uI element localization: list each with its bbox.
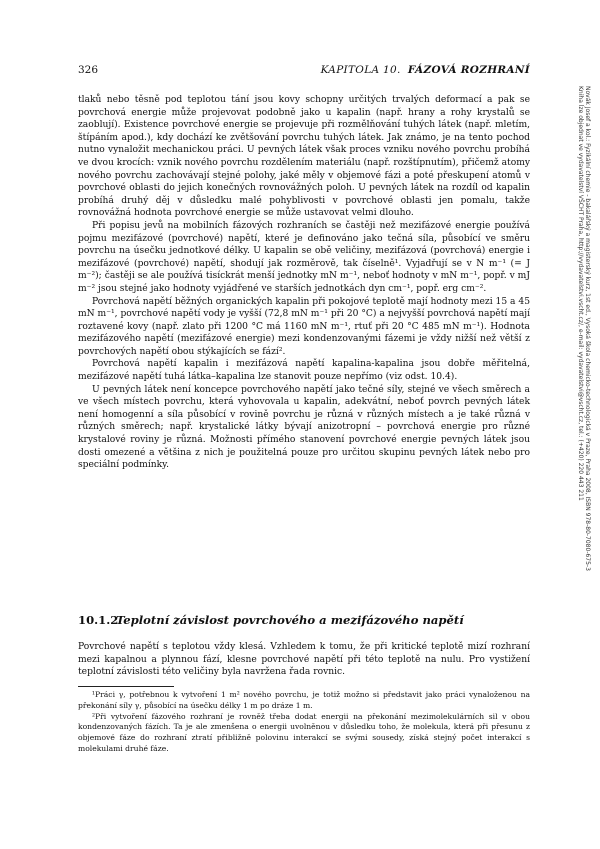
chapter-prefix: KAPITOLA 10. <box>320 64 401 76</box>
running-header <box>78 64 530 80</box>
chapter-title: FÁZOVÁ ROZHRANÍ <box>407 64 530 76</box>
side-copyright-note <box>576 86 591 571</box>
footnote: ²Při vytvoření fázového rozhraní je rovněž třeba dodat energii na překonání mezimolekulárních sil v obou kondenzovaných fázích. Ta je ale zmenšena o energii uvolněnou v důsledku toho, že molekula, která při přesunu z objemové fáze do rozhraní ztratí přibližně polovinu interakcí se svými sousedy, získá stejný počet interakcí s molekulami druhé fáze. <box>78 711 530 753</box>
paragraph: Při popisu jevů na mobilních fázových rozhraních se častěji než mezifázové energie používá pojmu mezifázové (povrchové) napětí, které je definováno jako tečná síla, působící ve směru povrchu na úsečku jednotkové délky. U kapalin se obě veličiny, mezifázová (povrchová) energie i mezifázové (povrchové) napětí, shodují jak rozměrově, tak číselně¹. Vyjadřují se v N m⁻¹ (= J m⁻²); častěji se ale používá tisíckrát menší jednotky mN m⁻¹, neboť hodnoty v mN m⁻¹, popř. v mJ m⁻² jsou stejné jako hodnoty vyjádřené ve starších jednotkách dyn cm⁻¹, popř. erg cm⁻². <box>78 220 530 294</box>
section-text <box>78 641 530 679</box>
section-title: Teplotní závislost povrchového a mezifázového napětí <box>116 613 464 627</box>
footnotes <box>78 690 530 755</box>
side-note-line: Novák Josef a kol.: Fyzikální chemie - bakalářský a magisterský kurz, 1st ed., Vysoká škola chemicko-technologická v Praze, Praha 2008, ISBN 978-80-7080-675-3 <box>584 86 591 571</box>
page-number: 326 <box>78 64 99 76</box>
footnote: ¹Práci γ, potřebnou k vytvoření 1 m² nového povrchu, je totiž možno si představit jako práci vynaloženou na překonání síly γ, působící na úsečku délky 1 m po dráze 1 m. <box>78 690 530 710</box>
footnote-rule <box>78 686 174 687</box>
paragraph: Povrchové napětí s teplotou vždy klesá. Vzhledem k tomu, že při kritické teplotě mizí rozhraní mezi kapalnou a plynnou fází, klesne povrchové napětí při této teplotě na nulu. Pro vystižení teplotní závislosti této veličiny byla navržena řada rovnic. <box>78 642 530 678</box>
paragraph: tlaků nebo těsně pod teplotou tání jsou kovy schopny určitých trvalých deformací a pak se povrchová energie může projevovat podobně jako u kapalin (např. hrany a rohy krystalů se zaoblují). Existence povrchové energie se projevuje při rozmělňování tuhých látek (např. mletím, štípáním apod.), kdy dochází ke zvětšování povrchu tuhých látek. Jak známo, je na tento pochod nutno vynaložit mechanickou práci. U pevných látek však proces vzniku nového povrchu probíhá ve dvou krocích: vznik nového povrchu rozdělením materiálu (např. rozštípnutím), přičemž atomy nového povrchu zachovávají stejné polohy, jaké měly v objemové fázi a poté přeskupení atomů v povrchové oblasti do jejich konečných rovnovážných poloh. U pevných látek na rozdíl od kapalin probíhá druhý děj v důsledku malé pohyblivosti v povrchové oblasti jen pomalu, takže rovnovážná hodnota povrchové energie se může ustavovat velmi dlouho. <box>78 95 530 219</box>
paragraph: U pevných látek není koncepce povrchového napětí jako tečné síly, stejné ve všech směrech a ve všech místech povrchu, která vyhovovala u kapalin, adekvátní, neboť povrch pevných látek není homogenní a síla působící v rovině povrchu je různá v různých místech a je také různá v různých směrech; např. krystalické látky bývají anizotropní – povrchová energie pro různé krystalové roviny je různá. Možnosti přímého stanovení povrchové energie pevných látek jsou dosti omezené a většina z nich je použitelná pouze pro určitou skupinu pevných látek nebo pro speciální podmínky. <box>78 384 530 471</box>
paragraph: Povrchová napětí kapalin i mezifázová napětí kapalina-kapalina jsou dobře měřitelná, mezifázové napětí tuhá látka–kapalina lze stanovit pouze nepřímo (viz odst. 10.4). <box>78 359 530 383</box>
section-number: 10.1.2 <box>78 613 119 627</box>
chapter-running-title <box>321 64 530 76</box>
side-note-line: Kniha lze objednat ve vydavatelství VŠCHT Praha, http://vydavatelstvi.vscht.cz/, e-mail: vydavatelstvi@vscht.cz, tel.: (+420) 220 443 211 <box>576 86 584 501</box>
section-heading <box>78 613 530 627</box>
paragraph: Povrchová napětí běžných organických kapalin při pokojové teplotě mají hodnoty mezi 15 a 45 mN m⁻¹, povrchové napětí vody je vyšší (72,8 mN m⁻¹ při 20 °C) a nejvyšší povrchová napětí mají roztavené kovy (např. zlato při 1200 °C má 1160 mN m⁻¹, rtuť při 20 °C 485 mN m⁻¹). Hodnota mezifázového napětí (mezifázové energie) mezi kondenzovanými fázemi je vždy nižší než větší z povrchových napětí obou stýkajících se fází². <box>78 296 531 357</box>
main-text <box>78 94 530 472</box>
